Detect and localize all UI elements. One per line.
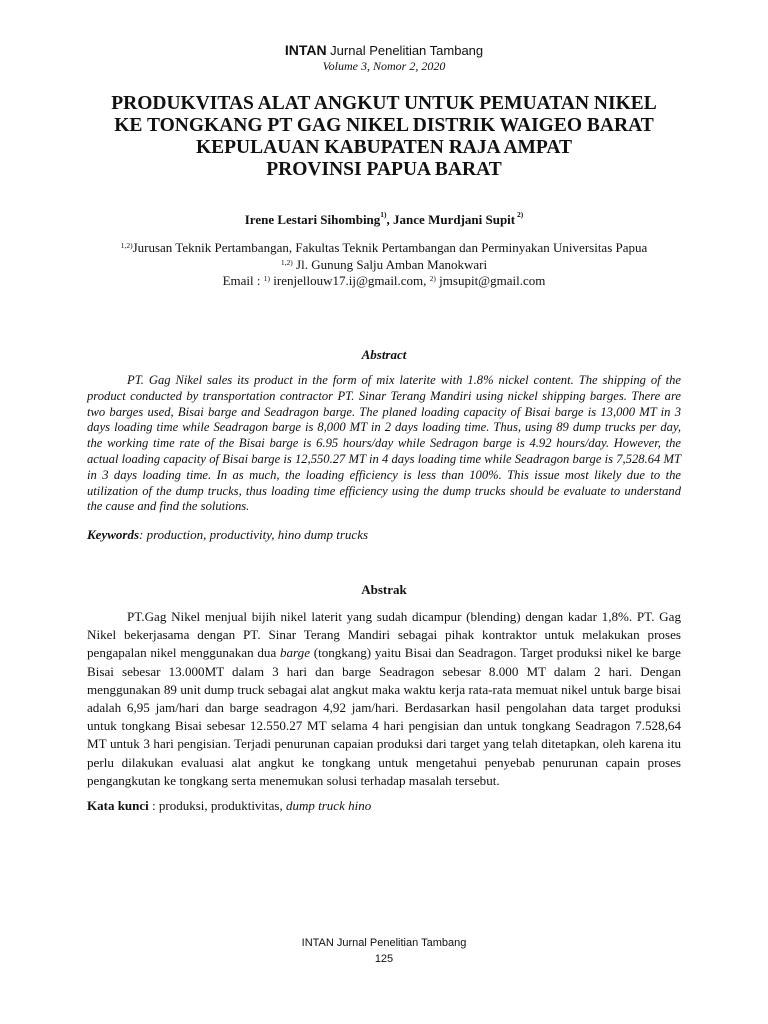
affiliation-block	[0, 240, 768, 290]
address-line	[0, 257, 768, 274]
title-line: PROVINSI PAPUA BARAT	[266, 159, 502, 180]
email-address: irenjellouw17.ij@gmail.com,	[270, 273, 430, 288]
title-line: KEPULAUAN KABUPATEN RAJA AMPAT	[195, 137, 573, 158]
email-address: jmsupit@gmail.com	[435, 273, 546, 288]
title-line: KE TONGKANG PT GAG NIKEL DISTRIK WAIGEO BARAT	[114, 115, 654, 136]
journal-header	[0, 42, 768, 58]
author-separator: ,	[386, 212, 394, 227]
abstrak-italic-term: barge	[279, 645, 311, 661]
keywords	[87, 527, 681, 543]
address-text: Jl. Gunung Salju Amban Manokwari	[292, 256, 488, 272]
page-number: 125	[374, 953, 394, 965]
paper-title	[0, 93, 768, 181]
author-affiliation-mark: 1)	[380, 210, 387, 219]
email-label: Email :	[222, 273, 264, 288]
email-mark: 2)	[429, 274, 436, 283]
authors	[0, 212, 768, 228]
abstrak-text: (tongkang) yaitu Bisai dan Seadragon. Target produksi nikel ke barge Bisai sebesar 13.000MT dalam 3 hari dan barge Seadragon sebesar 8.000 MT dalam 2 hari. Dengan menggunakan 89 unit dump truck sebagai alat angkut maka waktu kerja rata-rata memuat nikel untuk barge bisai adalah 6,95 jam/hari dan barge seadragon 4,92 jam/hari. Berdasarkan hasil pengolahan data target produksi untuk tongkang Bisai sebesar 12.550.27 MT selama 4 hari pengisian dan untuk tongkang Seadragon 7.528,64 MT untuk 3 hari pengisian. Terjadi penurunan capaian produksi dari target yang telah ditetapkan, oleh karena itu perlu dilakukan evaluasi alat angkut ke tongkang untuk mengetahui penyebab penurunan capain proses pengangkutan ke tongkang serta menemukan solusi terhadap masalah tersebut.	[87, 645, 681, 788]
abstrak-heading: Abstrak	[361, 582, 407, 597]
kata-kunci-italic: dump truck hino	[285, 798, 372, 813]
author-name: Irene Lestari Sihombing	[244, 212, 381, 227]
keywords-label: Keywords	[87, 527, 139, 542]
affiliation-mark: 1,2)	[120, 241, 133, 250]
email-mark: 1)	[263, 274, 271, 283]
volume-issue: Volume 3, Nomor 2, 2020	[322, 59, 446, 73]
abstrak-text: PT.Gag Nikel menjual bijih nikel laterit yang sudah dicampur (blending) dengan kadar 1,8%. PT. Gag Nikel bekerjasama dengan PT. Sinar Terang Mandiri sebagai pihak kontraktor untuk melakukan proses pengapalan nikel menggunakan dua	[87, 609, 681, 661]
kata-kunci-text: : produksi, produktivitas,	[148, 798, 286, 813]
journal-name: Jurnal Penelitian Tambang	[326, 43, 484, 58]
footer-journal: INTAN Jurnal Penelitian Tambang	[301, 937, 467, 949]
kata-kunci-label: Kata kunci	[87, 798, 149, 813]
author-affiliation-mark: 2)	[515, 210, 524, 219]
journal-short-name: INTAN	[284, 42, 327, 58]
abstrak-body	[87, 608, 681, 790]
author-name: Jance Murdjani Supit	[393, 212, 516, 227]
affiliation-text: Jurusan Teknik Pertambangan, Fakultas Teknik Pertambangan dan Perminyakan Universitas Papua	[132, 240, 648, 255]
title-line: PRODUKVITAS ALAT ANGKUT UNTUK PEMUATAN NIKEL	[111, 93, 657, 114]
keywords-text: : production, productivity, hino dump trucks	[139, 527, 369, 542]
affiliation-line	[0, 240, 768, 257]
abstract-body: PT. Gag Nikel sales its product in the form of mix laterite with 1.8% nickel content. The shipping of the product conducted by transportation contractor PT. Sinar Terang Mandiri using nickel shipping barges. There are two barges used, Bisai barge and Seadragon barge. The planed loading capacity of Bisai barge is 13,000 MT in 3 days loading time while Seadragon barge is 8,000 MT in 2 days loading time. Thus, using 89 dump trucks per day, the working time rate of the Bisai barge is 6.95 hours/day while Sedragon barge is 4.92 hours/day. However, the actual loading capacity of Bisai barge is 12,550.27 MT in 4 days loading time while Seadragon barge is 7,528.64 MT in 3 days loading time. In as much, the loading efficiency is less than 100%. This issue most likely due to the utilization of the dump trucks, thus loading time efficiency using the dump trucks should be evaluate to understand the cause and find the solutions.	[87, 373, 681, 514]
email-line	[0, 273, 768, 290]
abstract-heading: Abstract	[361, 347, 407, 362]
affiliation-mark: 1,2)	[280, 257, 293, 267]
kata-kunci	[87, 798, 681, 814]
